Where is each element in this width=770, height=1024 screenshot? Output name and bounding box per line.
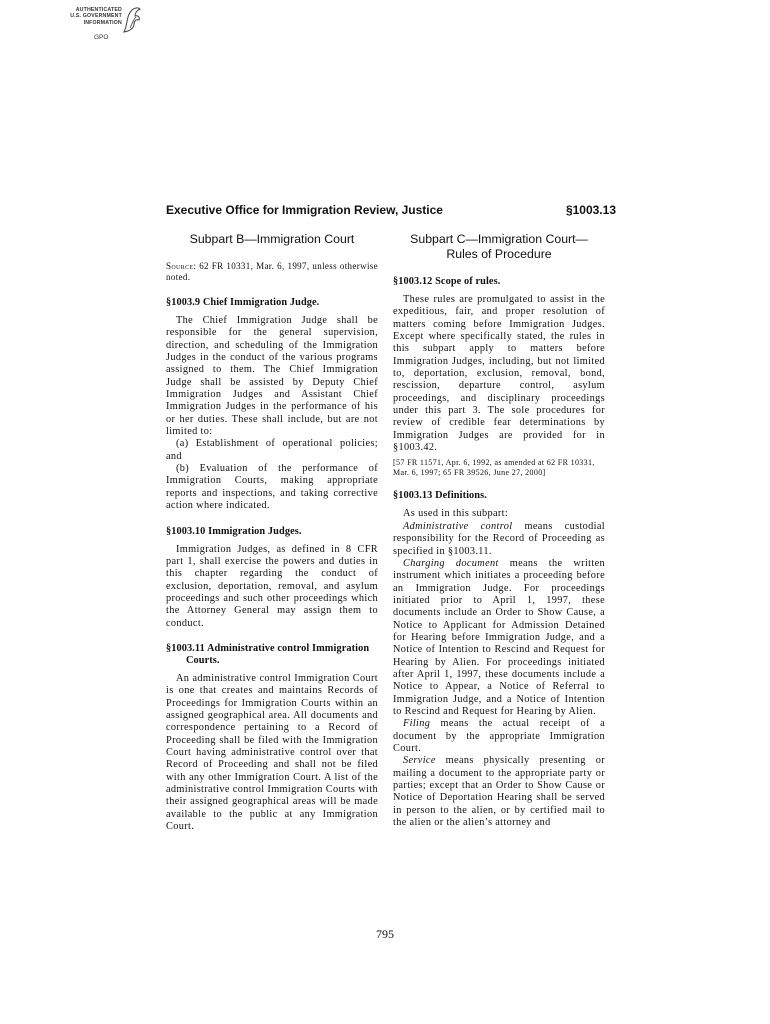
subpart-b-title: Subpart B—Immigration Court (189, 232, 355, 246)
def-filing: means the actual receipt of a document by the appropriate Immigration Court. (393, 718, 605, 754)
section-1003-9 (166, 297, 378, 513)
eagle-logo-icon (122, 6, 142, 36)
subpart-c-title: Subpart C—Immigration Court— Rules of Procedure (410, 232, 588, 261)
badge-line-1: AUTHENTICATED (75, 7, 122, 13)
section-1003-12 (393, 276, 605, 478)
source-note (166, 261, 378, 283)
gpo-authentication-badge (58, 6, 142, 48)
section-1003-12-citation: [57 FR 11571, Apr. 6, 1992, as amended at 62 FR 10331, Mar. 6, 1997; 65 FR 39526, June 27, 2000] (393, 458, 595, 478)
source-label: Source (166, 261, 194, 271)
def-administrative-control: means custodial responsibility for the Record of Proceeding as specified in §1003.11. (393, 520, 605, 557)
definition-administrative-control (393, 521, 605, 558)
page-number: 795 (376, 927, 394, 941)
section-1003-11-heading: §1003.11 Administrative control Immigration Courts. (166, 642, 370, 666)
definition-charging-document (393, 558, 605, 718)
running-header (166, 203, 616, 217)
left-column (166, 232, 378, 846)
section-1003-9-item-b: (b) Evaluation of the performance of Immigration Courts, making appropriate reports and inspections, and taking corrective action where indicated. (166, 463, 378, 512)
section-1003-10 (166, 526, 378, 630)
badge-text (58, 7, 122, 26)
source-text: : 62 FR 10331, Mar. 6, 1997, unless otherwise noted. (166, 261, 378, 282)
section-1003-9-heading: §1003.9 Chief Immigration Judge. (166, 297, 320, 308)
right-column (393, 232, 605, 829)
section-1003-13 (393, 490, 605, 829)
section-1003-12-heading: §1003.12 Scope of rules. (393, 276, 501, 287)
badge-line-2: U.S. GOVERNMENT (70, 13, 122, 20)
term-charging-document: Charging document (403, 557, 499, 569)
term-service: Service (403, 755, 436, 767)
definition-service (393, 755, 605, 829)
section-1003-12-paragraph: These rules are promulgated to assist in the expeditious, fair, and proper resolution of matters coming before Immigration Judges. Except where specifically stated, the rules in this subpart apply to matters before Immigration Judges, including, but not limited to, deportation, exclusion, removal, bond, rescission, departure control, asylum proceedings, and disciplinary proceedings under this part 3. The sole procedures for review of credible fear determinations by Immigration Judges are provided for in §1003.42. (393, 294, 605, 454)
section-1003-9-item-a: (a) Establishment of operational policies; and (166, 438, 378, 462)
section-1003-13-heading: §1003.13 Definitions. (393, 490, 487, 502)
def-service: means physically presenting or mailing a document to the appropriate party or parties; except that an Order to Show Cause or Notice of Deportation Hearing shall be served in person to the alien, or by certified mail to the alien or the alien’s attorney and (393, 755, 605, 829)
header-section-number: §1003.13 (565, 203, 616, 217)
term-administrative-control: Administrative control (403, 520, 513, 532)
badge-gpo-label: GPO (94, 34, 109, 41)
definitions-intro: As used in this subpart: (403, 508, 509, 520)
section-1003-11-paragraph: An administrative control Immigration Court is one that creates and maintains Records of Proceedings for Immigration Courts within an assigned geographical area. All documents and correspondence pertaining to a Record of Proceeding shall be filed with the Immigration Court having administrative control over that Record of Proceeding and shall not be filed with any other Immigration Court. A list of the administrative control Immigration Courts with their assigned geographical areas will be made available to the public at any Immigration Court. (166, 672, 378, 833)
term-filing: Filing (403, 718, 431, 730)
section-1003-9-paragraph: The Chief Immigration Judge shall be responsible for the general supervision, direction, and scheduling of the Immigration Judges in the conduct of the various programs assigned to them. The Chief Immigration Judge shall be assisted by Deputy Chief Immigration Judges and Assistant Chief Immigration Judges in the performance of his or her duties. These shall include, but are not limited to: (166, 315, 378, 438)
section-1003-10-paragraph: Immigration Judges, as defined in 8 CFR part 1, shall exercise the powers and duties in this chapter regarding the conduct of exclusion, deportation, removal, and asylum proceedings and such other proceedings which the Attorney General may assign them to conduct. (166, 543, 378, 629)
section-1003-10-heading: §1003.10 Immigration Judges. (166, 525, 302, 537)
section-1003-11 (166, 643, 378, 833)
definition-filing (393, 718, 605, 755)
badge-line-3: INFORMATION (83, 19, 122, 26)
def-charging-document: means the written instrument which initiates a proceeding before an Immigration Judge. For proceedings initiated prior to April 1, 1997, these documents include an Order to Show Cause, a Notice to Applicant for Admission Detained for Hearing before Immigration Judge, and a Notice of Intention to Rescind and Request for Hearing by Alien. For proceedings initiated after April 1, 1997, these documents include a Notice to Appear, a Notice of Referral to Immigration Judge, and a Notice of Intention to Rescind and Request for Hearing by Alien. (393, 557, 605, 717)
header-agency-title: Executive Office for Immigration Review, Justice (166, 203, 443, 217)
